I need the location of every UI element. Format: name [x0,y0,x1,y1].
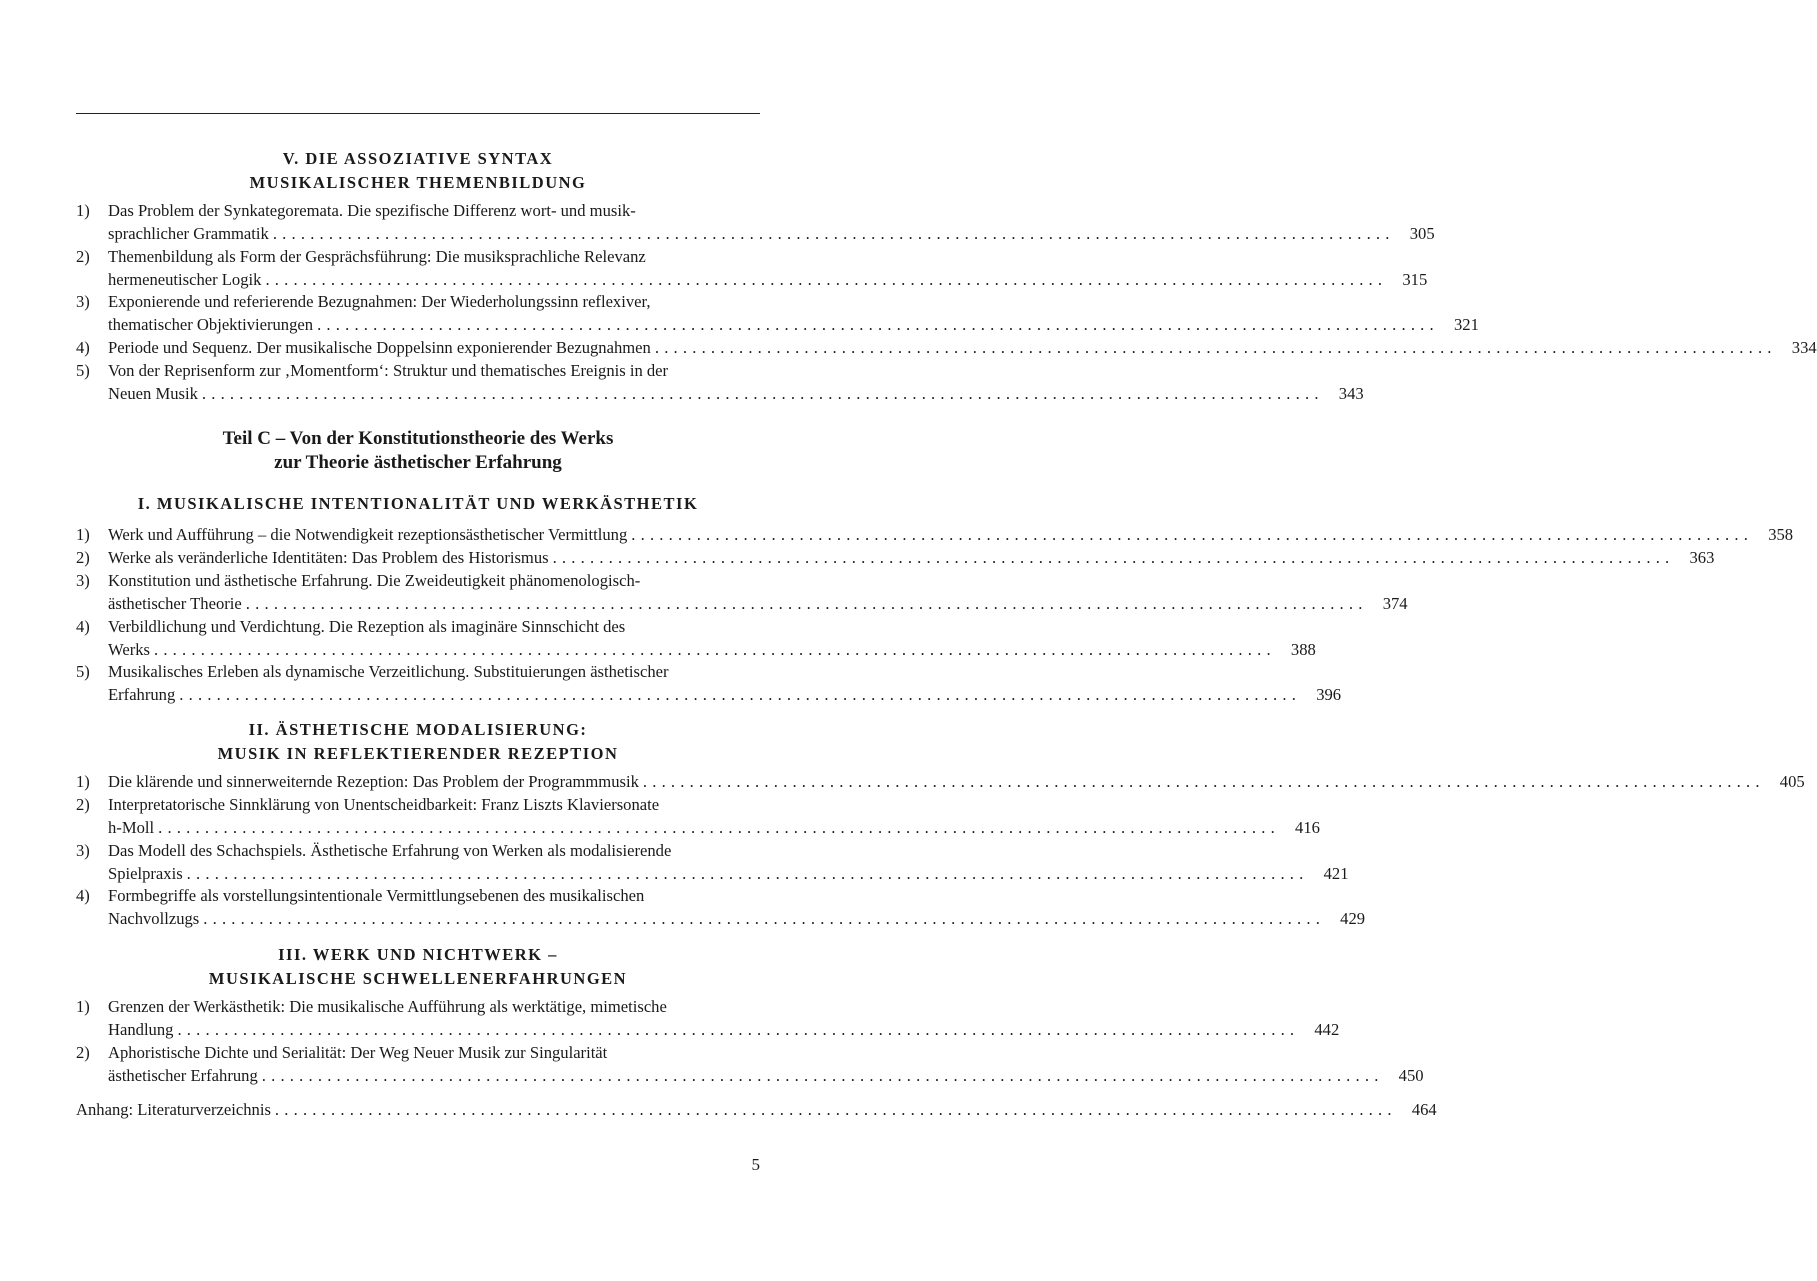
entry-number: 1) [76,525,90,544]
entry-page: 450 [1398,1066,1424,1085]
toc-entry-line [76,360,760,382]
leader-dots: ........................................................................................................................ [274,1100,1397,1119]
entry-page: 334 [1791,338,1817,357]
toc-entry-line [76,547,1715,569]
entry-title: Verbildlichung und Verdichtung. Die Rezeption als imaginäre Sinnschicht des [108,617,626,636]
entry-leader [76,1099,1437,1121]
entry-title: Werk und Aufführung – die Notwendigkeit rezeptionsästhetischer Vermittlung [108,524,631,546]
toc-entry-line [76,684,1342,706]
entry-number: 4) [76,886,90,905]
entry-number: 2) [76,247,90,266]
toc-entry-line [76,639,1316,661]
toc-entry-line [76,996,760,1018]
entry-title: Handlung [108,1019,177,1041]
toc-entry-line [76,794,760,816]
leader-dots: ........................................................................................................................ [642,772,1765,791]
leader-dots: ........................................................................................................................ [317,315,1439,334]
entry-page: 363 [1689,548,1715,567]
entry-number: 5) [76,662,90,681]
entry-title: Das Problem der Synkategoremata. Die spezifische Differenz wort- und musik- [108,201,636,220]
toc-entry-line [76,314,1479,336]
toc-entry-line [76,1042,760,1064]
entry-number: 1) [76,772,90,791]
leader-dots: ........................................................................................................................ [153,640,1276,659]
entry-title: Musikalisches Erleben als dynamische Verzeitlichung. Substituierungen ästhetischer [108,662,669,681]
entry-leader [108,223,1435,245]
entry-page: 321 [1453,315,1479,334]
entry-leader [108,684,1342,706]
toc-entry-line [76,223,1435,245]
entry-title: Aphoristische Dichte und Serialität: Der Weg Neuer Musik zur Singularität [108,1043,608,1062]
toc-entry-line [76,771,1805,793]
entry-title: Erfahrung [108,684,179,706]
entry-number: 3) [76,841,90,860]
entry-page: 358 [1768,525,1794,544]
entry-number: 4) [76,617,90,636]
toc-entry-line [76,616,760,638]
leader-dots: ........................................................................................................................ [261,1066,1384,1085]
section-heading: MUSIK IN REFLEKTIERENDER REZEPTION [217,744,619,763]
entry-page: 429 [1340,909,1366,928]
entry-title: Periode und Sequenz. Der musikalische Doppelsinn exponierender Bezugnahmen [108,337,655,359]
entry-leader [108,908,1366,930]
entry-leader [108,383,1364,405]
toc-entry-line [76,570,760,592]
leader-dots: ........................................................................................................................ [272,224,1395,243]
section-heading: V. DIE ASSOZIATIVE SYNTAX [282,149,554,168]
entry-leader [108,593,1408,615]
leader-dots: ........................................................................................................................ [201,384,1324,403]
entry-title: ästhetischer Theorie [108,593,246,615]
entry-leader [108,314,1479,336]
part-title: zur Theorie ästhetischer Erfahrung [274,452,562,473]
leader-dots: ........................................................................................................................ [177,1020,1300,1039]
toc-entry-line [76,885,760,907]
entry-leader [108,817,1320,839]
section-heading: I. MUSIKALISCHE INTENTIONALITÄT UND WERKÄSTHETIK [137,494,699,513]
entry-number: 2) [76,795,90,814]
toc-entry-line [76,246,760,268]
section-heading: MUSIKALISCHER THEMENBILDUNG [249,173,587,192]
section-heading: MUSIKALISCHE SCHWELLENERFAHRUNGEN [208,969,628,988]
part-title: Teil C – Von der Konstitutionstheorie des Werks [222,428,614,449]
top-rule [76,113,760,114]
entry-leader [108,1019,1340,1041]
entry-title: Themenbildung als Form der Gesprächsführung: Die musiksprachliche Relevanz [108,247,646,266]
entry-title: Nachvollzugs [108,908,203,930]
section-heading: III. WERK UND NICHTWERK – [278,945,558,964]
entry-leader [108,1065,1424,1087]
toc-entry-line [76,200,760,222]
entry-title: Von der Reprisenform zur ‚Momentform‘: Struktur und thematisches Ereignis in der [108,361,669,380]
entry-page: 464 [1411,1100,1437,1119]
entry-leader [108,771,1805,793]
entry-number: 2) [76,548,90,567]
entry-title: Formbegriffe als vorstellungsintentionale Vermittlungsebenen des musikalischen [108,886,645,905]
toc-entry-line [76,817,1320,839]
entry-page: 405 [1779,772,1805,791]
entry-title: Werks [108,639,154,661]
toc-entry-line [76,840,760,862]
toc-entry-line [76,661,760,683]
entry-page: 416 [1295,818,1320,837]
entry-leader [108,639,1316,661]
entry-title: ästhetischer Erfahrung [108,1065,262,1087]
appendix-entry [76,1099,1437,1121]
entry-title: sprachlicher Grammatik [108,223,273,245]
entry-page: 396 [1316,685,1342,704]
entry-title: Werke als veränderliche Identitäten: Das Problem des Historismus [108,547,553,569]
entry-title: Interpretatorische Sinnklärung von Unentscheidbarkeit: Franz Liszts Klaviersonate [108,795,660,814]
section-heading: II. ÄSTHETISCHE MODALISIERUNG: [248,720,588,739]
toc-entry-line [76,269,1428,291]
entry-number: 2) [76,1043,90,1062]
entry-page: 315 [1402,270,1428,289]
entry-title: Grenzen der Werkästhetik: Die musikalische Aufführung als werktätige, mimetische [108,997,667,1016]
entry-page: 442 [1314,1020,1340,1039]
entry-title: thematischer Objektivierungen [108,314,317,336]
entry-leader [108,337,1817,359]
entry-number: 3) [76,571,90,590]
toc-entry-line [76,291,760,313]
leader-dots: ........................................................................................................................ [158,818,1280,837]
entry-title: h-Moll [108,817,158,839]
leader-dots: ........................................................................................................................ [203,909,1326,928]
entry-leader [108,524,1794,546]
toc-entry-line [76,1019,1340,1041]
entry-title: Das Modell des Schachspiels. Ästhetische Erfahrung von Werken als modalisierende [108,841,672,860]
entry-number: 3) [76,292,90,311]
toc-entry-line [76,337,1817,359]
toc-entry-line [76,593,1408,615]
toc-entry-line [76,908,1366,930]
entry-title: Exponierende und referierende Bezugnahmen: Der Wiederholungssinn reflexiver, [108,292,651,311]
appendix-title: Anhang: Literaturverzeichnis [76,1099,275,1121]
leader-dots: ........................................................................................................................ [552,548,1675,567]
toc-entry-line [76,863,1349,885]
leader-dots: ........................................................................................................................ [654,338,1777,357]
leader-dots: ........................................................................................................................ [245,594,1368,613]
toc-entry-line [76,383,1364,405]
entry-page: 343 [1338,384,1364,403]
entry-leader [108,547,1715,569]
entry-number: 1) [76,201,90,220]
entry-leader [108,863,1349,885]
leader-dots: ........................................................................................................................ [265,270,1388,289]
entry-title: Konstitution und ästhetische Erfahrung. Die Zweideutigkeit phänomenologisch- [108,571,641,590]
entry-page: 388 [1290,640,1316,659]
entry-page: 305 [1409,224,1435,243]
leader-dots: ........................................................................................................................ [631,525,1754,544]
leader-dots: ........................................................................................................................ [186,864,1309,883]
entry-number: 1) [76,997,90,1016]
entry-leader [108,269,1428,291]
entry-title: Neuen Musik [108,383,202,405]
leader-dots: ........................................................................................................................ [179,685,1302,704]
toc-entry-line [76,524,1794,546]
entry-title: hermeneutischer Logik [108,269,265,291]
page-number: 5 [751,1155,760,1174]
entry-title: Spielpraxis [108,863,187,885]
entry-page: 374 [1382,594,1408,613]
toc-entry-line [76,1065,1424,1087]
entry-number: 4) [76,338,90,357]
entry-title: Die klärende und sinnerweiternde Rezeption: Das Problem der Programmmusik [108,771,643,793]
entry-page: 421 [1323,864,1349,883]
entry-number: 5) [76,361,90,380]
